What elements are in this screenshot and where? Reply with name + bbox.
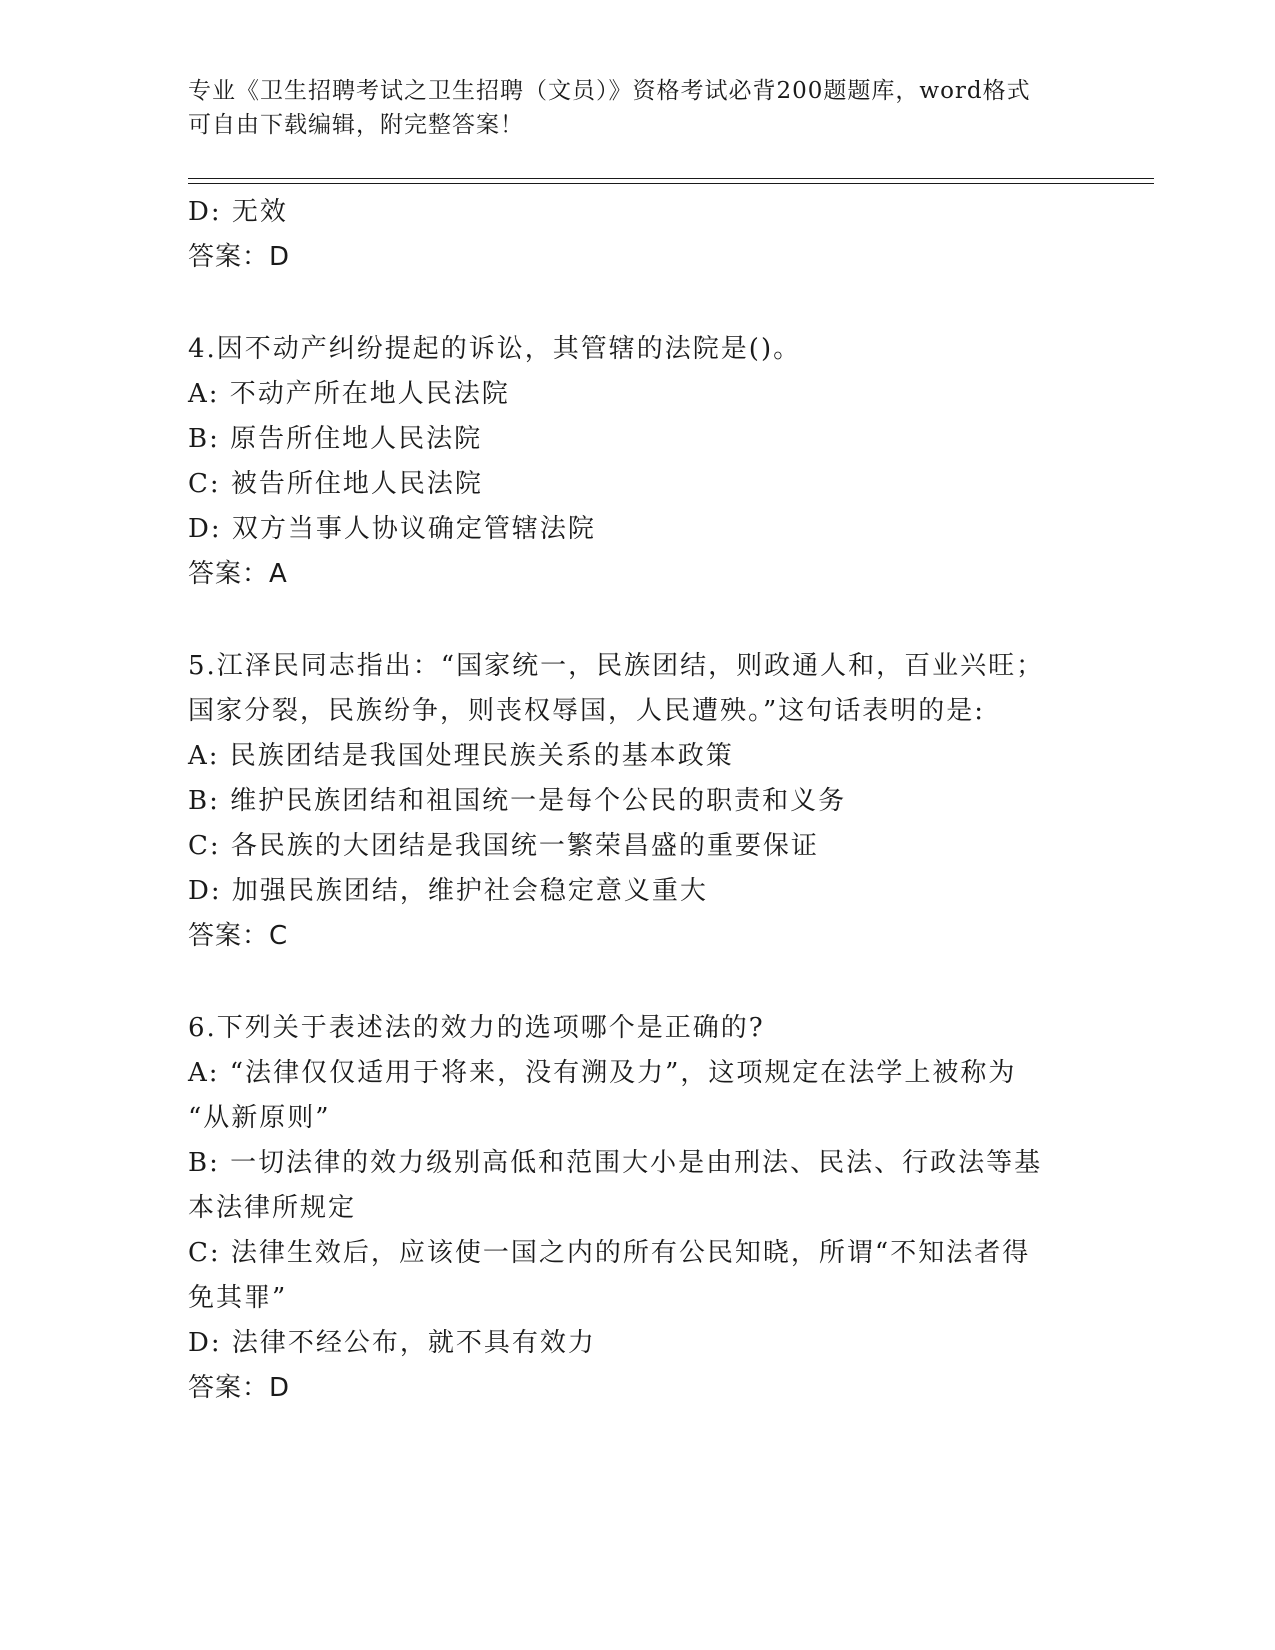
answer-line: 答案：A	[188, 559, 288, 589]
option-d: D: 法律不经公布，就不具有效力	[188, 1328, 596, 1358]
spacer	[188, 959, 1068, 1006]
option-b-line-1: B: 一切法律的效力级别高低和范围大小是由刑法、民法、行政法等基	[188, 1148, 1043, 1178]
answer-line: 答案：C	[188, 921, 289, 951]
question-block-3	[188, 190, 1068, 280]
option-c: C: 被告所住地人民法院	[188, 469, 483, 499]
question-list	[188, 190, 1068, 1411]
header-line-1: 专业《卫生招聘考试之卫生招聘（文员）》资格考试必背200题题库，word格式	[188, 78, 1031, 104]
question-text: 6.下列关于表述法的效力的选项哪个是正确的?	[188, 1013, 765, 1043]
answer-line: 答案：D	[188, 242, 291, 272]
question-block-4	[188, 327, 1068, 597]
option-d: D: 无效	[188, 197, 288, 227]
question-text: 4.因不动产纠纷提起的诉讼，其管辖的法院是()。	[188, 334, 802, 364]
option-c: C: 各民族的大团结是我国统一繁荣昌盛的重要保证	[188, 831, 819, 861]
header-divider	[188, 178, 1154, 184]
header-line-2: 可自由下载编辑，附完整答案！	[188, 112, 524, 138]
question-block-5	[188, 644, 1068, 959]
option-b: B: 维护民族团结和祖国统一是每个公民的职责和义务	[188, 786, 847, 816]
option-a-line-1: A: “法律仅仅适用于将来，没有溯及力”，这项规定在法学上被称为	[188, 1058, 1017, 1088]
option-a: A: 民族团结是我国处理民族关系的基本政策	[188, 741, 734, 771]
option-b-line-2: 本法律所规定	[188, 1193, 357, 1223]
question-text-line-2: 国家分裂，民族纷争，则丧权辱国，人民遭殃。”这句话表明的是:	[188, 696, 986, 726]
option-c-line-2: 免其罪”	[188, 1283, 288, 1313]
option-a-line-2: “从新原则”	[188, 1103, 331, 1133]
question-text-line-1: 5.江泽民同志指出：“国家统一，民族团结，则政通人和，百业兴旺；	[188, 651, 1045, 681]
spacer	[188, 280, 1068, 327]
page-header	[188, 74, 1068, 142]
option-d: D: 加强民族团结，维护社会稳定意义重大	[188, 876, 708, 906]
answer-line: 答案：D	[188, 1373, 291, 1403]
option-a: A: 不动产所在地人民法院	[188, 379, 510, 409]
question-block-6	[188, 1006, 1068, 1411]
option-b: B: 原告所住地人民法院	[188, 424, 483, 454]
option-d: D: 双方当事人协议确定管辖法院	[188, 514, 596, 544]
option-c-line-1: C: 法律生效后，应该使一国之内的所有公民知晓，所谓“不知法者得	[188, 1238, 1031, 1268]
spacer	[188, 597, 1068, 644]
